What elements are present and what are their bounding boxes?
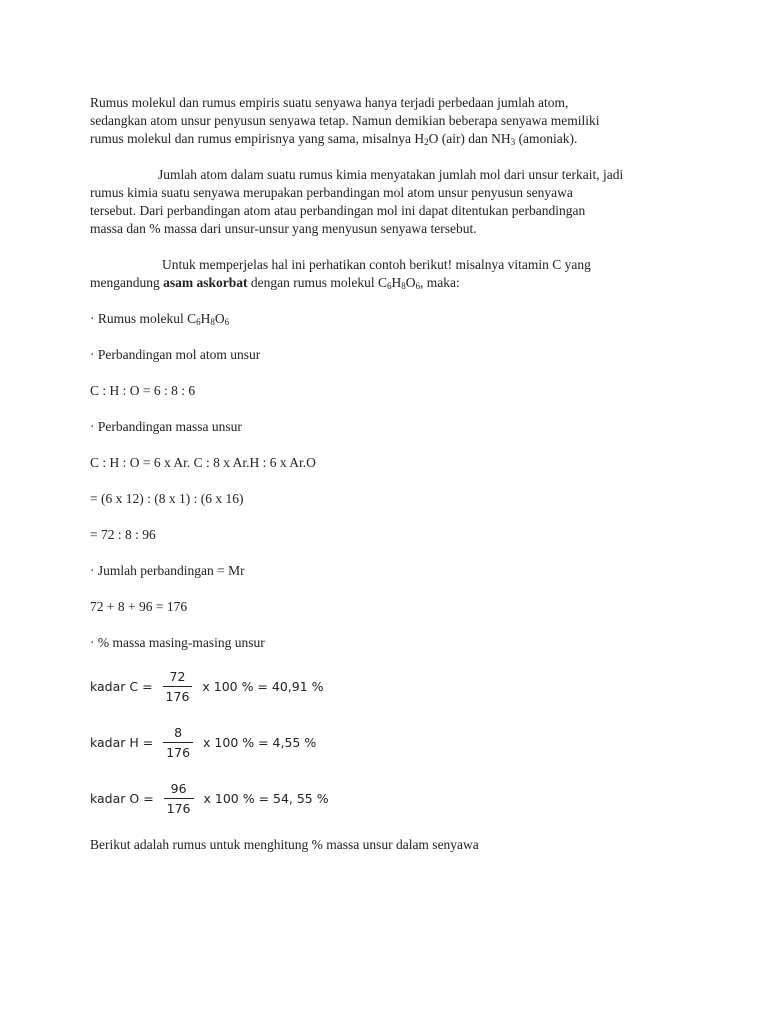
paragraph-2-line-1: Jumlah atom dalam suatu rumus kimia menyatakan jumlah mol dari unsur terkait, jadi [158, 167, 624, 182]
kadar-h-result: x 100 % = 4,55 % [199, 734, 317, 750]
kadar-h-equation [90, 720, 316, 764]
paragraph-2-line-4: massa dan % massa dari unsur-unsur yang menyusun senyawa tersebut. [90, 221, 477, 236]
kadar-c-equation [90, 664, 324, 708]
closing-sentence: Berikut adalah rumus untuk menghitung % massa unsur dalam senyawa [90, 837, 479, 852]
kadar-c-fraction [163, 669, 193, 704]
fraction-numerator: 72 [169, 668, 186, 684]
kadar-c-label: kadar C = [90, 678, 157, 694]
mol-heading: · Perbandingan mol atom unsur [90, 347, 261, 362]
kadar-c-result: x 100 % = 40,91 % [198, 678, 324, 694]
mol-ratio: C : H : O = 6 : 8 : 6 [90, 383, 196, 398]
massa-result: = 72 : 8 : 96 [90, 527, 156, 542]
kadar-o-result: x 100 % = 54, 55 % [199, 790, 329, 806]
jumlah-heading: · Jumlah perbandingan = Mr [90, 563, 245, 578]
paragraph-1-line-2: sedangkan atom unsur penyusun senyawa tetap. Namun demikian beberapa senyawa memiliki [90, 113, 600, 128]
asam-askorbat-term: asam askorbat [163, 275, 248, 290]
kadar-h-fraction [163, 725, 193, 760]
kadar-o-label: kadar O = [90, 790, 158, 806]
massa-substitution: = (6 x 12) : (8 x 1) : (6 x 16) [90, 491, 244, 506]
paragraph-1-line-3: rumus molekul dan rumus empirisnya yang sama, misalnya $H_2O$ (air) dan $NH_3$ (amoniak). [90, 131, 578, 147]
kadar-o-equation [90, 776, 329, 820]
paragraph-3-line-2: mengandung asam askorbat dengan rumus molekul $C_6H_8O_6$, maka: [90, 275, 460, 291]
fraction-denominator: 176 [165, 688, 190, 704]
massa-formula: C : H : O = 6 x Ar. C : 8 x Ar.H : 6 x Ar.O [90, 455, 316, 470]
massa-heading: · Perbandingan massa unsur [90, 419, 242, 434]
jumlah-sum: 72 + 8 + 96 = 176 [90, 599, 188, 614]
fraction-denominator: 176 [166, 800, 191, 816]
paragraph-2-line-2: rumus kimia suatu senyawa merupakan perbandingan mol atom unsur penyusun senyawa [90, 185, 573, 200]
paragraph-3-line-1: Untuk memperjelas hal ini perhatikan contoh berikut! misalnya vitamin C yang [162, 257, 591, 272]
fraction-numerator: 96 [170, 780, 187, 796]
persen-heading: · % massa masing-masing unsur [90, 635, 265, 650]
fraction-numerator: 8 [174, 724, 183, 740]
kadar-h-label: kadar H = [90, 734, 158, 750]
paragraph-1-line-1: Rumus molekul dan rumus empiris suatu senyawa hanya terjadi perbedaan jumlah atom, [90, 95, 569, 110]
kadar-o-fraction [164, 781, 194, 816]
paragraph-2-line-3: tersebut. Dari perbandingan atom atau perbandingan mol ini dapat ditentukan perbandingan [90, 203, 586, 218]
rumus-molekul-line: · Rumus molekul $C_6H_8O_6$ [90, 311, 230, 327]
fraction-denominator: 176 [166, 744, 191, 760]
